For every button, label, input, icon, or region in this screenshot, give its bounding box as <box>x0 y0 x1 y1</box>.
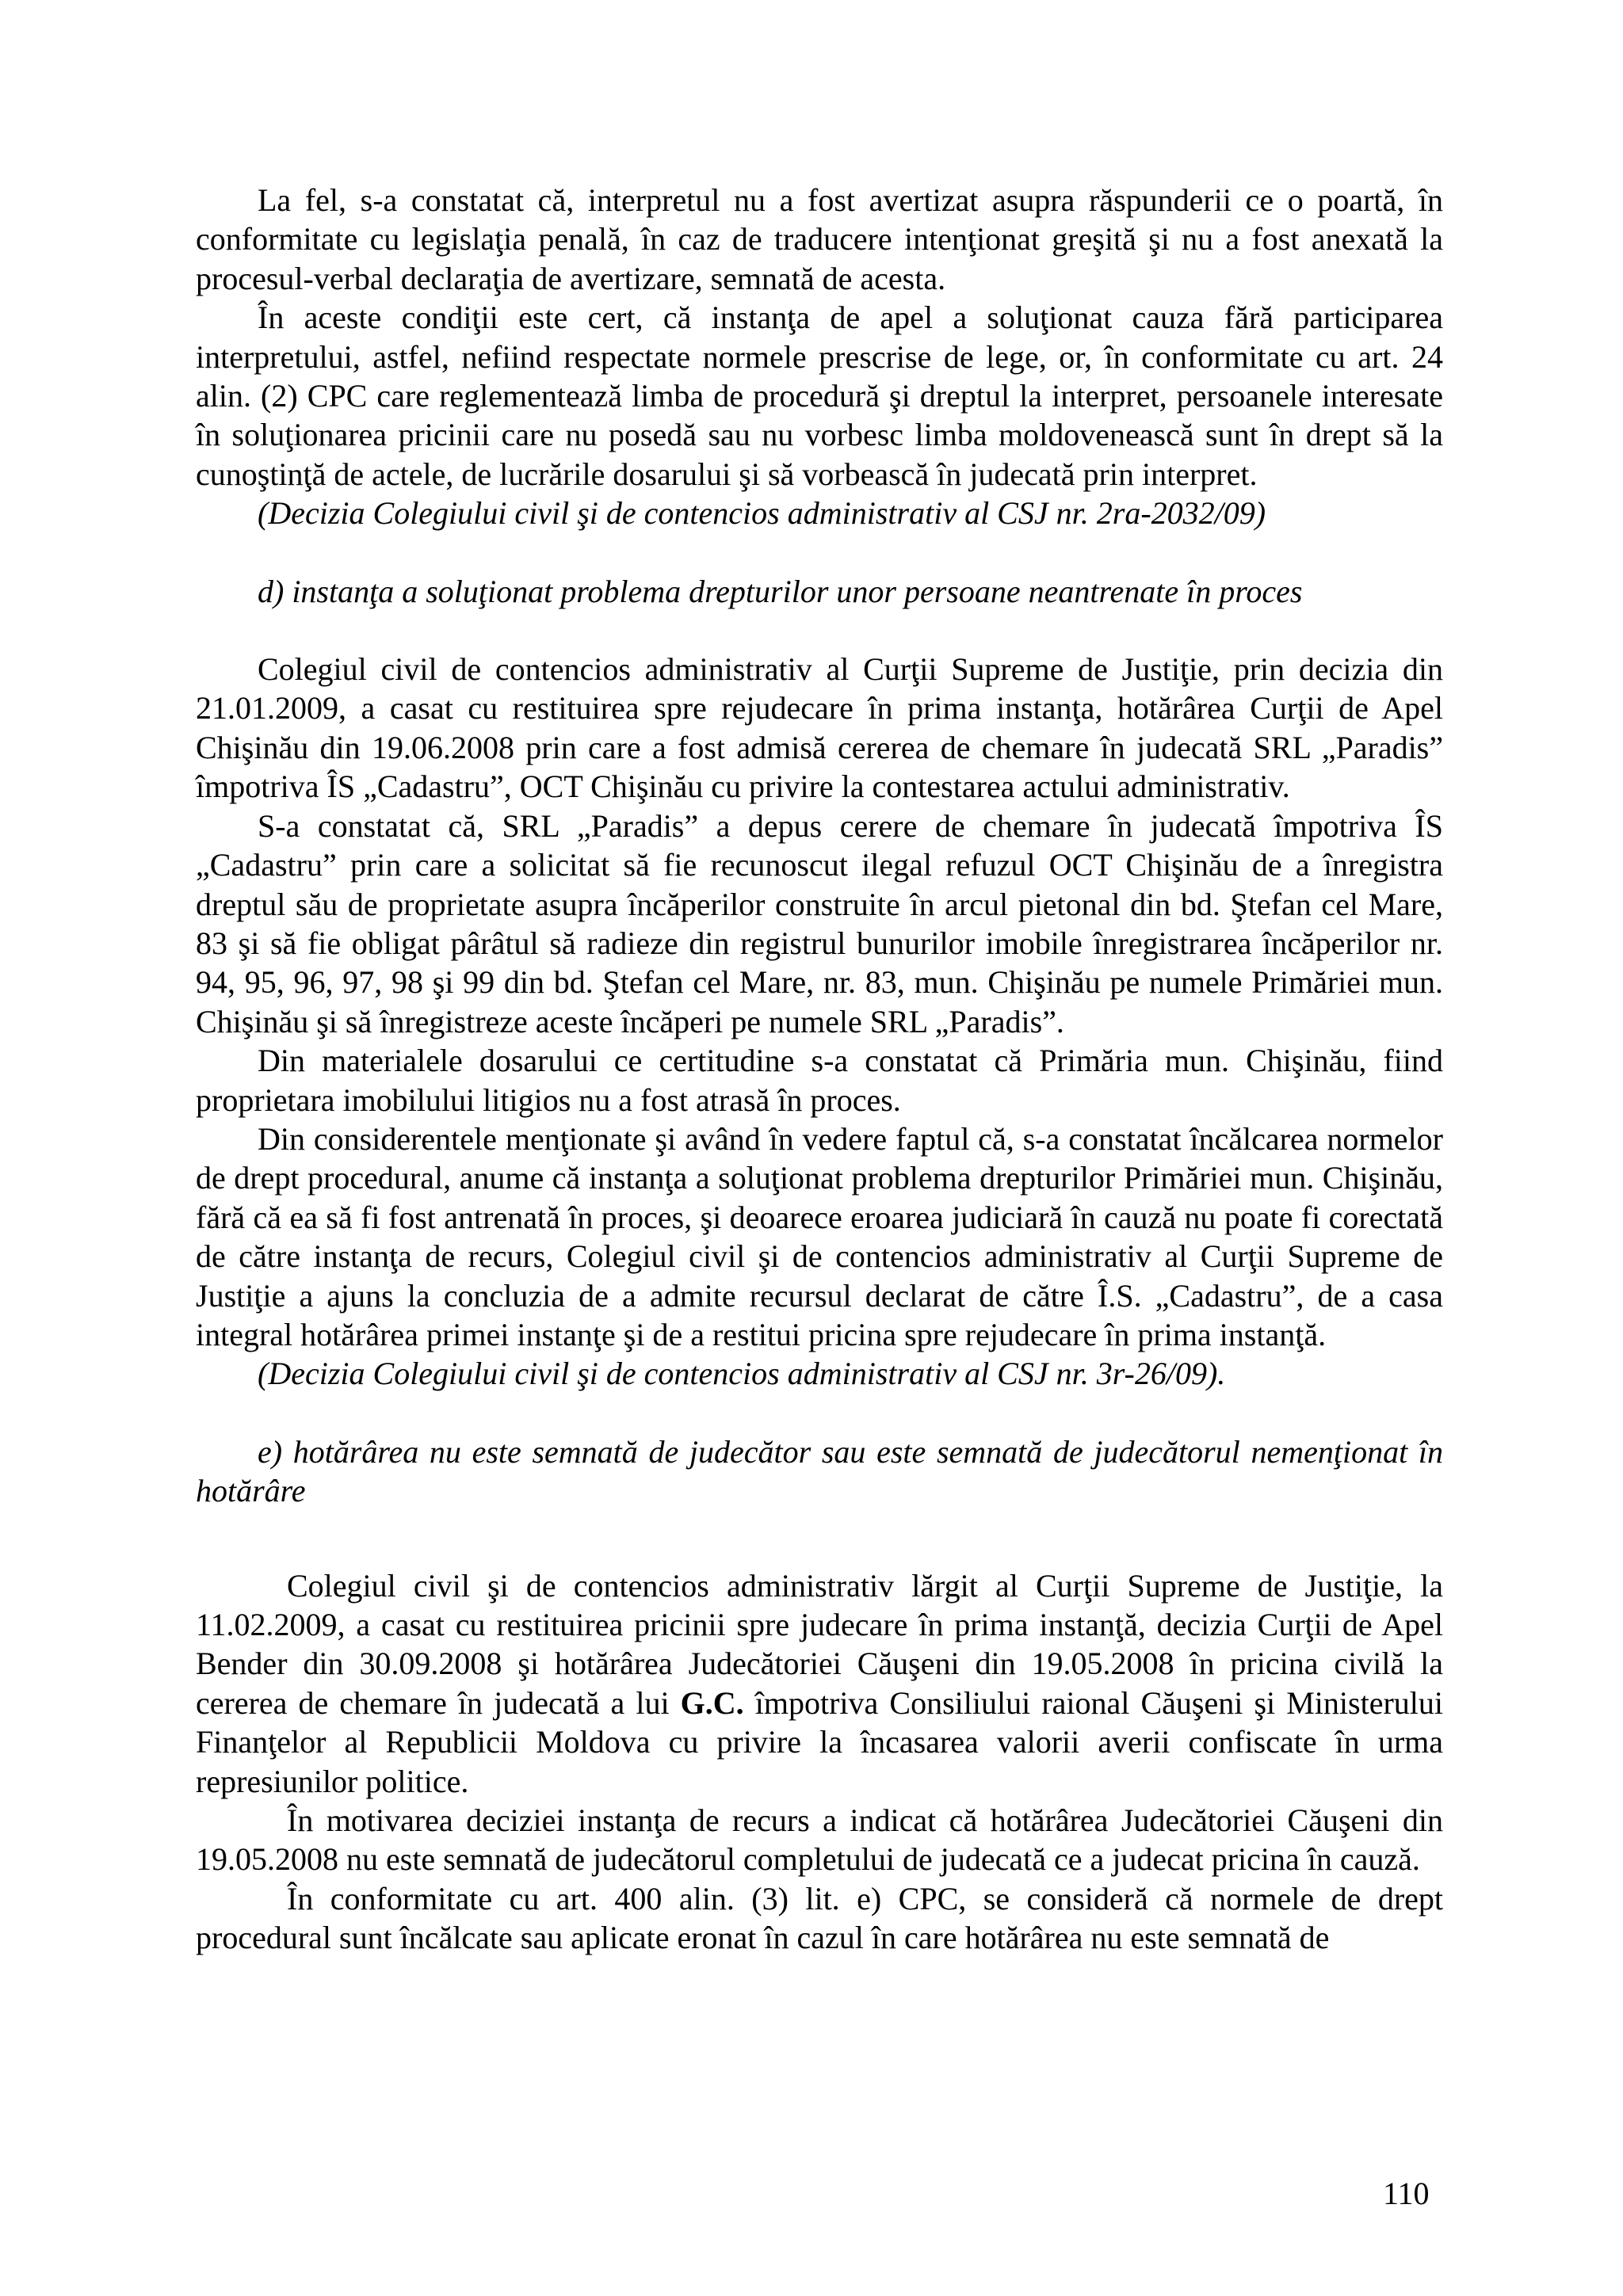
paragraph-gc-case-text-start: Colegiul civil şi de contencios administrativ lărgit al Curţii Supreme de Justiţie, la 11.02.2009, a casat cu restituirea pricinii spre judecare în prima instanţă, decizia Curţii de Apel Bender din 30.09.2008 şi hotărârea Judecătoriei Căuşeni din 19.05.2008 în pricina civilă la cererea de chemare în judecată a lui <box>196 1567 1443 1721</box>
document-page <box>196 181 1443 1958</box>
paragraph-court-conclusion: Din considerentele menţionate şi având în vedere faptul că, s-a constatat încălcarea normelor de drept procedural, anume că instanţa a soluţionat problema drepturilor Primăriei mun. Chişinău, fără că ea să fi fost antrenată în proces, şi deoarece eroarea judiciară în cauză nu poate fi corectată de către instanţa de recurs, Colegiul civil şi de contencios administrativ al Curţii Supreme de Justiţie a ajuns la concluzia de a admite recursul declarat de către Î.S. „Cadastru”, de a casa integral hotărârea primei instanţe şi de a restitui pricina spre rejudecare în prima instanţă. <box>196 1120 1443 1352</box>
paragraph-interpreter-warning: La fel, s-a constatat că, interpretul nu a fost avertizat asupra răspunderii ce o poartă, în conformitate cu legislaţia penală, în caz de traducere intenţionat greşită şi nu a fost anexată la procesul-verbal declaraţia de avertizare, semnată de acesta. <box>196 182 1443 296</box>
page-number: 110 <box>1383 2176 1430 2211</box>
paragraph-art-400: În conformitate cu art. 400 alin. (3) lit. e) CPC, se consideră că normele de drept procedural sunt încălcate sau aplicate eronat în cazul în care hotărârea nu este semnată de <box>196 1880 1443 1956</box>
paragraph-gc-case <box>196 1566 1443 1801</box>
paragraph-appeal-without-interpreter: În aceste condiţii este cert, că instanţa de apel a soluţionat cauza fără participarea interpretului, astfel, nefiind respectate normele prescrise de lege, or, în conformitate cu art. 24 alin. (2) CPC care reglementează limba de procedură şi dreptul la interpret, persoanele interesate în soluţionarea pricinii care nu posedă sau nu vorbesc limba moldovenească sunt în drept să la cunoştinţă de actele, de lucrările dosarului şi să vorbească în judecată prin interpret. <box>196 299 1443 492</box>
spacer <box>196 611 1443 650</box>
paragraph-primaria-not-involved: Din materialele dosarului ce certitudine s-a constatat că Primăria mun. Chişinău, fiind proprietara imobilului litigios nu a fost atrasă în proces. <box>196 1043 1443 1118</box>
section-heading-d: d) instanţa a soluţionat problema drepturilor unor persoane neantrenate în proces <box>258 573 1303 609</box>
citation-2ra-2032-09: (Decizia Colegiului civil şi de contencios administrativ al CSJ nr. 2ra-2032/09) <box>258 495 1266 532</box>
citation-3r-26-09: (Decizia Colegiului civil şi de contencios administrativ al CSJ nr. 3r-26/09). <box>258 1356 1226 1392</box>
section-heading-e: e) hotărârea nu este semnată de judecător sau este semnată de judecătorul nemenţionat în hotărâre <box>196 1433 1443 1509</box>
party-initials: G.C. <box>680 1684 744 1721</box>
paragraph-gc-case-text-end: împotriva Consiliului raional Căuşeni şi Ministerului Finanţelor al Republicii Moldova cu privire la încasarea valorii averii confiscate în urma represiunilor politice. <box>196 1684 1443 1799</box>
spacer <box>196 1394 1443 1432</box>
spacer <box>196 1511 1443 1566</box>
paragraph-recurs-motivation: În motivarea deciziei instanţa de recurs a indicat că hotărârea Judecătoriei Căuşeni din 19.05.2008 nu este semnată de judecătorul completului de judecată ce a judecat pricina în cauză. <box>196 1802 1443 1878</box>
paragraph-paradis-case: Colegiul civil de contencios administrativ al Curţii Supreme de Justiţie, prin decizia din 21.01.2009, a casat cu restituirea spre rejudecare în prima instanţa, hotărârea Curţii de Apel Chişinău din 19.06.2008 prin care a fost admisă cererea de chemare în judecată SRL „Paradis” împotriva ÎS „Cadastru”, OCT Chişinău cu privire la contestarea actului administrativ. <box>196 651 1443 805</box>
spacer <box>196 533 1443 572</box>
paragraph-paradis-claim: S-a constatat că, SRL „Paradis” a depus cerere de chemare în judecată împotriva ÎS „Cadastru” prin care a solicitat să fie recunoscut ilegal refuzul OCT Chişinău de a înregistra dreptul său de proprietate asupra încăperilor construite în arcul pietonal din bd. Ştefan cel Mare, 83 şi să fie obligat pârâtul să radieze din registrul bunurilor imobile înregistrarea încăperilor nr. 94, 95, 96, 97, 98 şi 99 din bd. Ştefan cel Mare, nr. 83, mun. Chişinău pe numele Primăriei mun. Chişinău şi să înregistreze aceste încăperi pe numele SRL „Paradis”. <box>196 807 1443 1039</box>
